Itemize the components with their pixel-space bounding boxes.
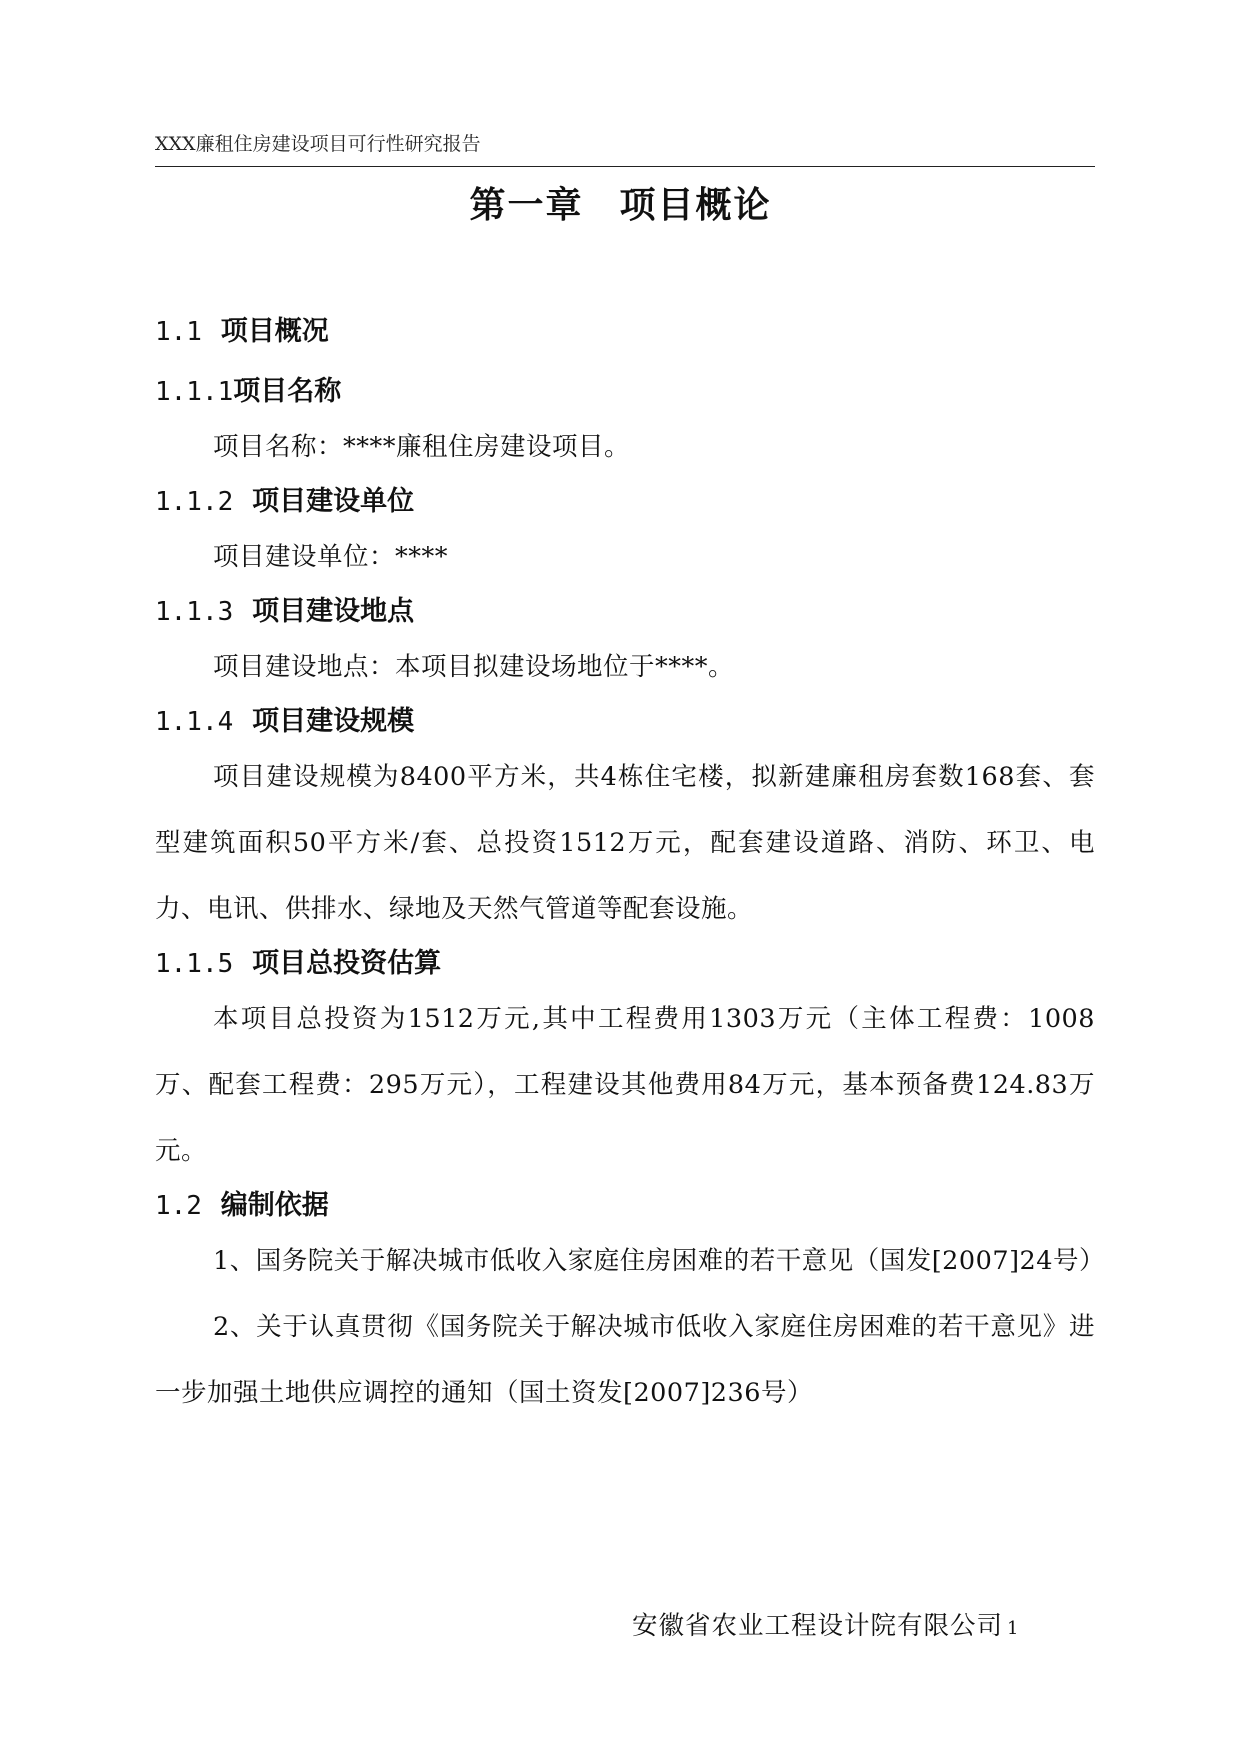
section-title: 项目建设单位 [252,486,415,517]
paragraph-project-name: 项目名称：****廉租住房建设项目。 [213,432,631,462]
section-number: 1.1.3 [155,597,234,627]
paragraph-construction-scale: 项目建设规模为8400平方米，共4栋住宅楼，拟新建廉租房套数168套、套型建筑面积50平方米/套、总投资1512万元，配套建设道路、消防、环卫、电力、电讯、供排水、绿地及天然气管道等配套设施。 [155,762,1095,924]
page-number: 1 [1007,1618,1019,1639]
paragraph-investment-estimate: 本项目总投资为1512万元,其中工程费用1303万元（主体工程费：1008万、配套工程费：295万元），工程建设其他费用84万元，基本预备费124.83万元。 [155,1004,1095,1166]
section-heading-1-2 [155,1184,1095,1228]
section-title: 项目概况 [220,316,329,347]
section-number: 1.1.2 [155,487,234,517]
section-heading-1-1-3 [155,590,1095,634]
running-header: XXX廉租住房建设项目可行性研究报告 [155,133,481,155]
page-footer [632,1606,1018,1649]
section-title: 项目总投资估算 [252,948,442,979]
header-divider [155,166,1095,167]
company-name: 安徽省农业工程设计院有限公司 [632,1611,1004,1641]
section-number: 1.1.4 [155,707,234,737]
section-number: 1.1.1 [155,377,234,407]
section-heading-1-1-4 [155,700,1095,744]
section-heading-1-1-5 [155,942,1095,986]
basis-item: 1、国务院关于解决城市低收入家庭住房困难的若干意见（国发[2007]24号） [213,1246,1105,1276]
chapter-name: 项目概论 [619,185,772,226]
section-title: 项目建设规模 [252,706,415,737]
chapter-title [0,178,1241,234]
paragraph-construction-unit: 项目建设单位：**** [213,542,449,572]
section-number: 1.1 [155,317,202,347]
section-number: 1.1.5 [155,949,234,979]
document-body [155,310,1105,1426]
chapter-label: 第一章 [469,185,584,226]
section-heading-1-1-2 [155,480,1095,524]
section-title: 项目名称 [233,376,342,407]
section-heading-1-1-1 [155,370,1095,414]
section-heading-1-1 [155,310,1095,354]
section-title: 项目建设地点 [252,596,415,627]
section-title: 编制依据 [220,1190,329,1221]
basis-item: 2、关于认真贯彻《国务院关于解决城市低收入家庭住房困难的若干意见》进一步加强土地供应调控的通知（国土资发[2007]236号） [155,1312,1095,1408]
section-number: 1.2 [155,1191,202,1221]
paragraph-construction-site: 项目建设地点：本项目拟建设场地位于****。 [213,652,735,682]
